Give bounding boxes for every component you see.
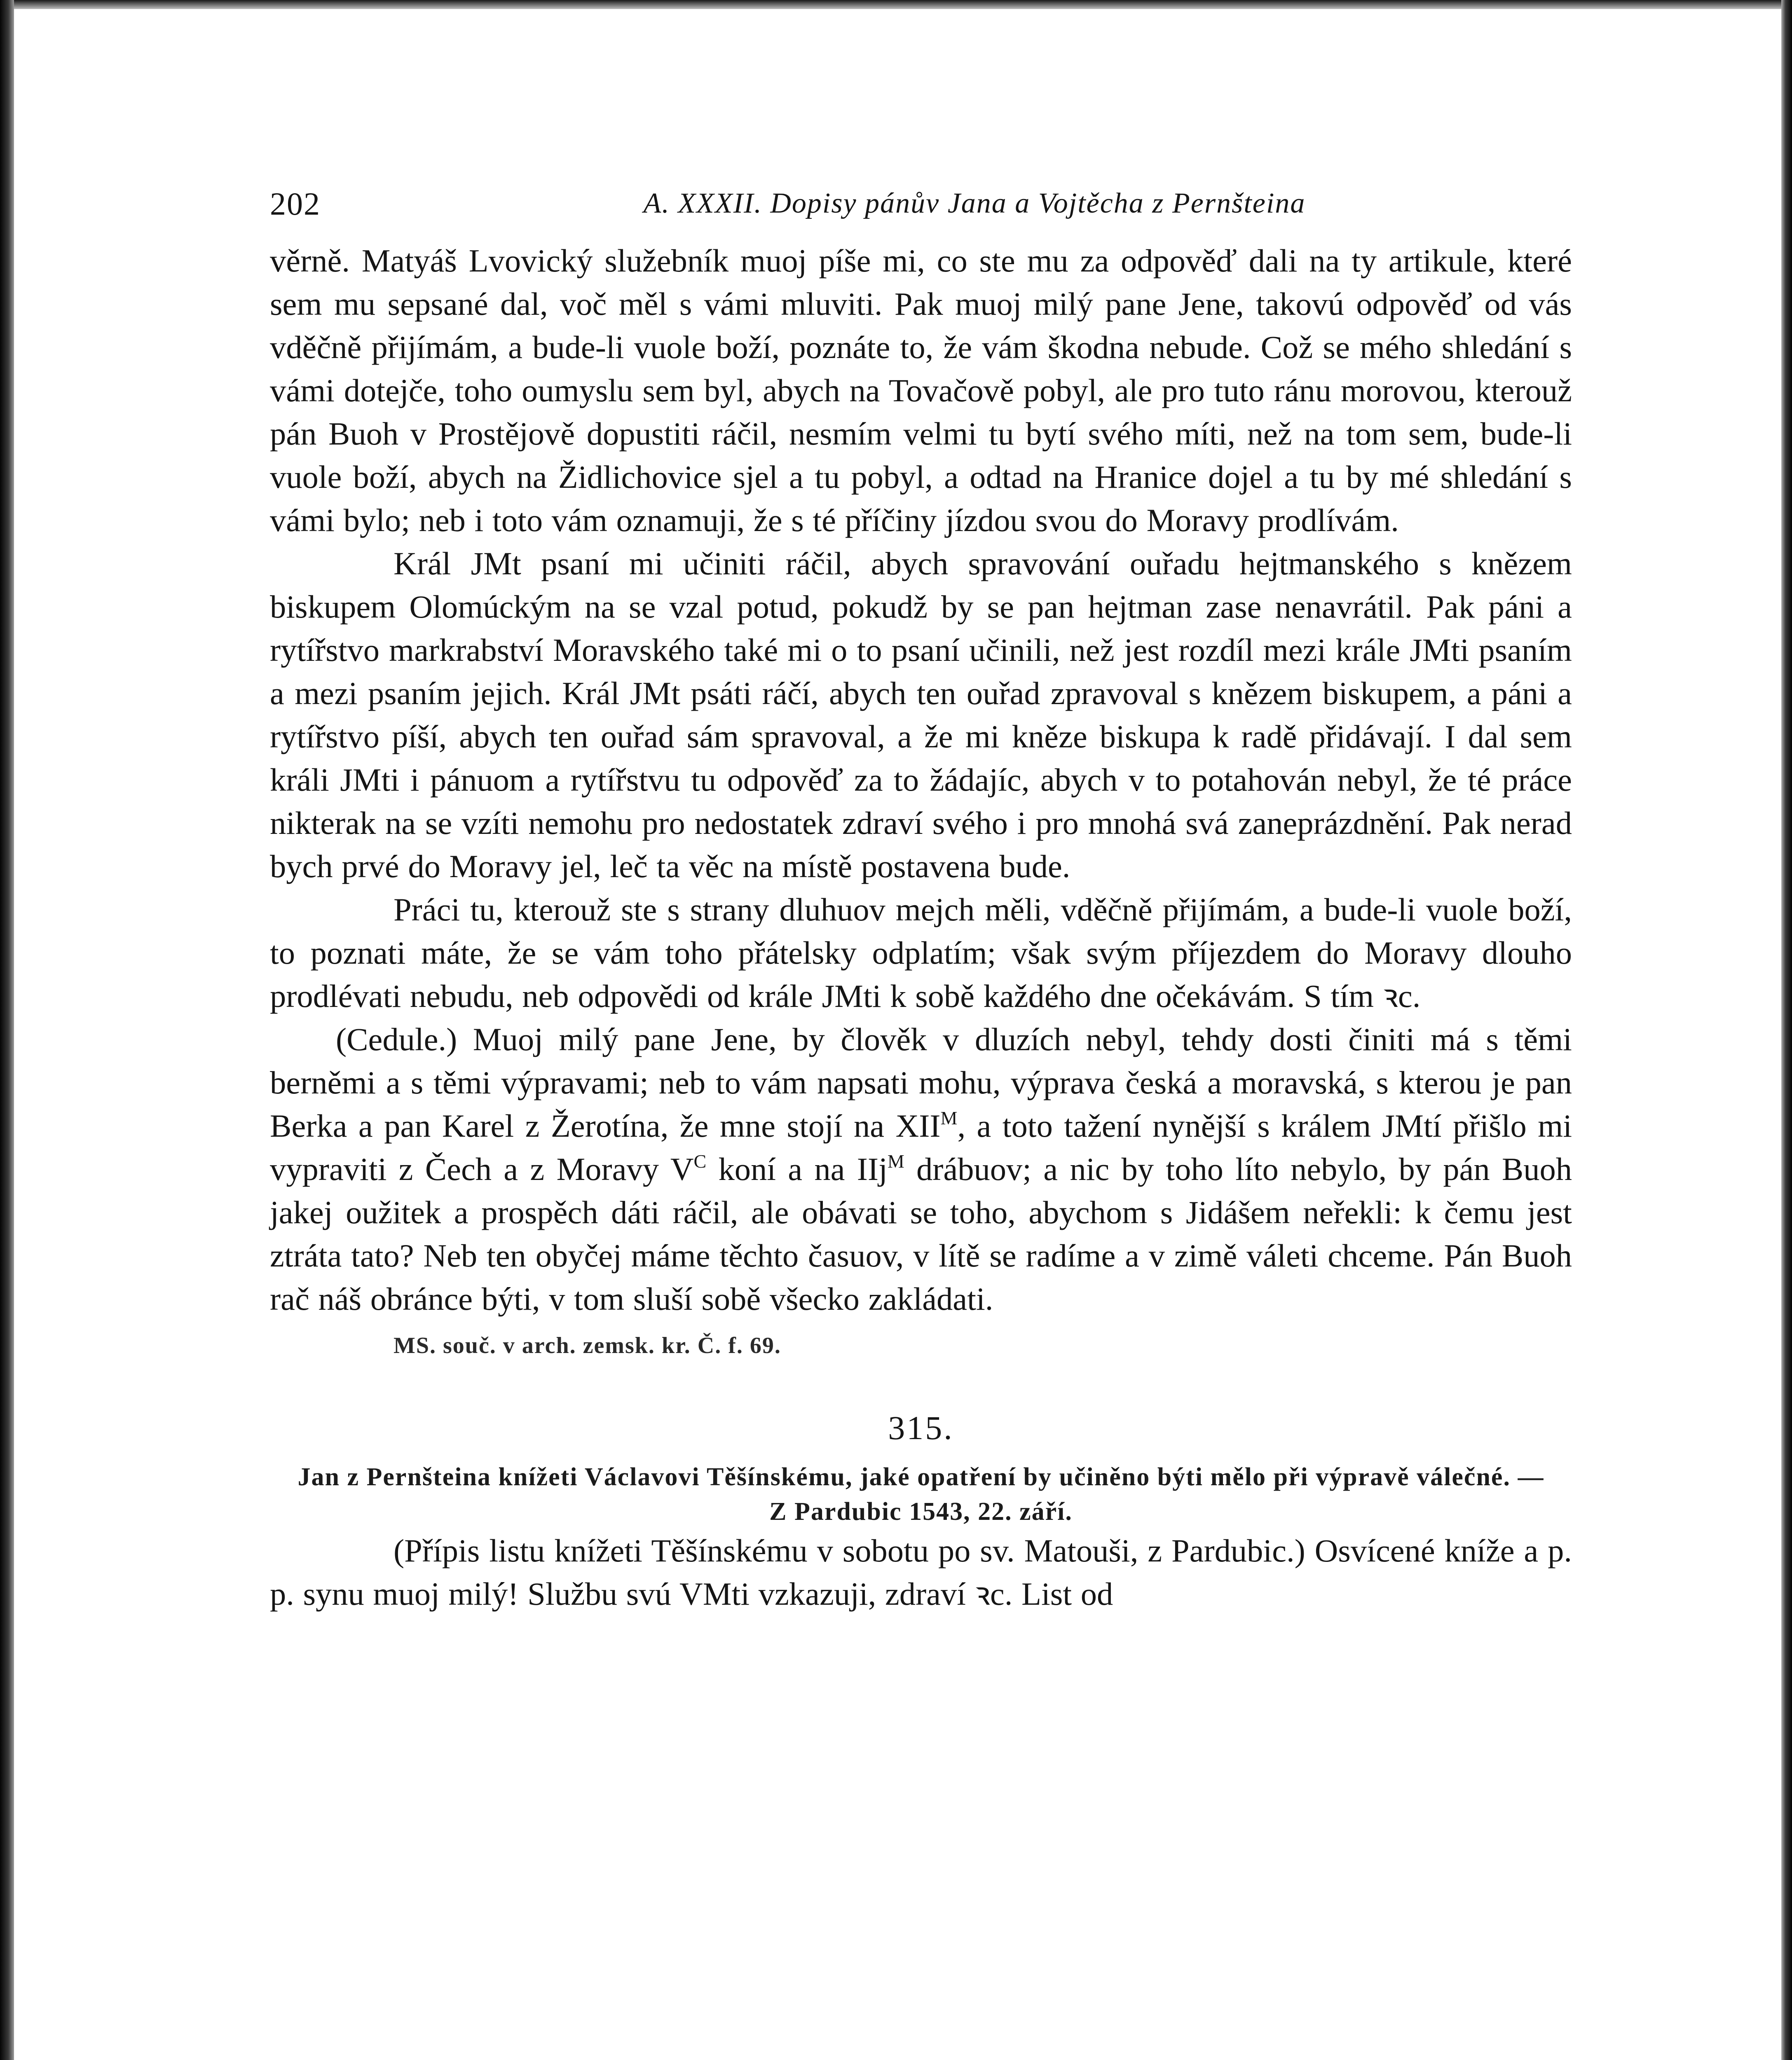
letter-314-body (270, 239, 1572, 1364)
source-note: MS. souč. v arch. zemsk. kr. Č. f. 69. (394, 1333, 781, 1358)
text-run: (Cedule.) Muoj milý pane Jene, by člověk v dluzích nebyl, tehdy dosti činiti má s těmi berněmi a s těmi výpravami; neb to vám napsati mohu, výprava česká a moravská, s kterou je pan Berka a pan Karel z Žerotína, že mne stojí na XII (270, 1021, 1572, 1144)
superscript: M (940, 1107, 958, 1128)
book-page (270, 177, 1572, 1615)
page-header (270, 177, 1572, 239)
text-run: koní a na IIj (706, 1151, 888, 1187)
superscript: M (887, 1151, 904, 1172)
running-title: A. XXXII. Dopisy pánův Jana a Vojtěcha z Pernšteina (643, 187, 1306, 219)
text-run: , a toto tažení nynější s králem JMtí přišlo mi vypraviti z Čech a z Moravy V (270, 1108, 1572, 1187)
scan-edge-right (1781, 0, 1792, 2060)
paragraph: Práci tu, kterouž ste s strany dluhuov mejch měli, vděčně přijímám, a bude-li vuole boží, to poznati máte, že se vám toho přátelsky odplatím; však svým příjezdem do Moravy dlouho prodlévati nebudu, neb odpovědi od krále JMti k sobě každého dne očekávám. S tím ꝛc. (270, 892, 1572, 1014)
paragraph: věrně. Matyáš Lvovický služebník muoj píše mi, co ste mu za odpověď dali na ty artikule, které sem mu sepsané dal, voč měl s vámi mluviti. Pak muoj milý pane Jene, takovú odpověď od vás vděčně přijímám, a bude-li vuole boží, poznáte to, že vám škodna nebude. Což se mého shledání s vámi dotejče, toho oumyslu sem byl, abych na Tovačově pobyl, ale pro tuto ránu morovou, kterouž pán Buoh v Prostějově dopustiti ráčil, nesmím velmi tu bytí svého míti, než na tom sem, bude-li vuole boží, abych na Židlichovice sjel a tu pobyl, a odtad na Hranice dojel a tu by mé shledání s vámi bylo; neb i toto vám oznamuji, že s té příčiny jízdou svou do Moravy prodlívám. (270, 243, 1572, 538)
scan-edge-top (0, 0, 1792, 9)
page-number: 202 (270, 186, 321, 222)
superscript: C (693, 1151, 707, 1172)
text-run: drábuov; a nic by toho líto nebylo, by pán Buoh jakej oužitek a prospěch dáti ráčil, ale obávati se toho, abychom s Jidášem neřekli: k čemu jest ztráta tato? Neb ten obyčej máme těchto časuov, v lítě se radíme a v zimě váleti chceme. Pán Buoh rač náš obránce býti, v tom sluší sobě všecko zakládati. (270, 1151, 1572, 1317)
scan-edge-left (0, 0, 14, 2060)
document-number: 315. (888, 1409, 954, 1447)
cedule-paragraph (270, 1018, 1572, 1320)
document-heading: Jan z Pernšteina knížeti Václavovi Těšínskému, jaké opatření by učiněno býti mělo při výpravě válečné. — Z Pardubic 1543, 22. září. (297, 1463, 1544, 1526)
paragraph: (Přípis listu knížeti Těšínskému v sobotu po sv. Matouši, z Pardubic.) Osvícené kníže a p. p. synu muoj milý! Službu svú VMti vzkazuji, zdraví ꝛc. List od (270, 1533, 1572, 1612)
paragraph: Král JMt psaní mi učiniti ráčil, abych spravování ouřadu hejtmanského s knězem biskupem Olomúckým na se vzal potud, pokudž by se pan hejtman zase nenavrátil. Pak páni a rytířstvo markrabství Moravského také mi o to psaní učinili, než jest rozdíl mezi krále JMti psaním a mezi psaním jejich. Král JMt psáti ráčí, abych ten ouřad zpravoval s knězem biskupem, a páni a rytířstvo píší, abych ten ouřad sám spravoval, a že mi kněze biskupa k radě přidávají. I dal sem králi JMti i pánuom a rytířstvu tu odpověď za to žádajíc, abych v to potahován nebyl, že té práce nikterak na se vzíti nemohu pro nedostatek zdraví svého i pro mnohá svá zaneprázdnění. Pak nerad bych prvé do Moravy jel, leč ta věc na místě postavena bude. (270, 545, 1572, 884)
letter-315 (270, 1405, 1572, 1615)
